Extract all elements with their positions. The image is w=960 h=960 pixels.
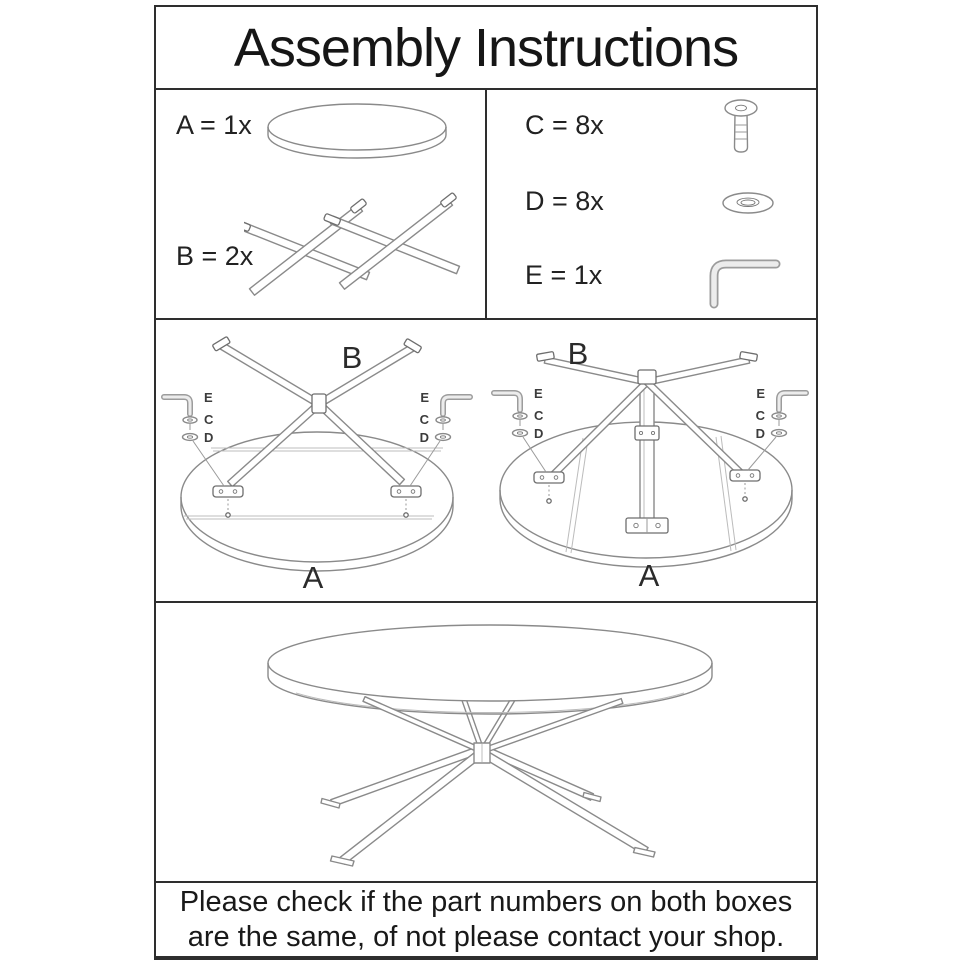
leg-label: B [567,336,589,371]
callout-washer-label: D [755,426,765,441]
part-b-label: B = 2x [176,241,254,271]
instruction-sheet [154,5,818,960]
part-d-label: D = 8x [525,186,604,216]
assembled-table-drawing [156,603,816,881]
washer-icon [720,190,776,216]
callout-bolt-label: C [204,412,214,427]
allen-key-icon [702,254,782,312]
title-section [154,5,818,90]
callout-allen-label: E [534,386,543,401]
parts-section [154,88,818,320]
callout-washer-label: D [534,426,544,441]
page-title: Assembly Instructions [233,17,739,78]
callout-washer-label: D [204,430,214,445]
callout-allen-label: E [204,390,213,405]
callout-washer-label: D [419,430,429,445]
table-top-icon [262,100,452,164]
callout-allen-label: E [420,390,429,405]
part-c-label: C = 8x [525,110,604,140]
assembly-step-2-diagram [486,320,818,599]
callout-bolt-label: C [534,408,544,423]
part-e-label: E = 1x [525,260,603,290]
bolt-icon [714,98,768,162]
leg-label: B [341,340,363,375]
cross-leg-2 [323,192,459,289]
footer-note-line-2: are the same, of not please contact your shop. [187,920,785,953]
footer-note-line-1: Please check if the part numbers on both boxes [179,885,793,918]
top-label: A [302,560,324,595]
callout-allen-label: E [756,386,765,401]
assembled-table-section [154,601,818,883]
part-a-label: A = 1x [176,110,252,140]
cross-legs-icon [244,184,466,310]
footer-note-section [154,881,818,960]
parts-divider [485,90,487,318]
assembly-steps-section [154,318,818,603]
callout-bolt-label: C [419,412,429,427]
assembly-step-1-diagram [156,320,488,599]
callout-bolt-label: C [755,408,765,423]
table-top-outline [268,625,712,701]
top-label: A [638,558,660,593]
